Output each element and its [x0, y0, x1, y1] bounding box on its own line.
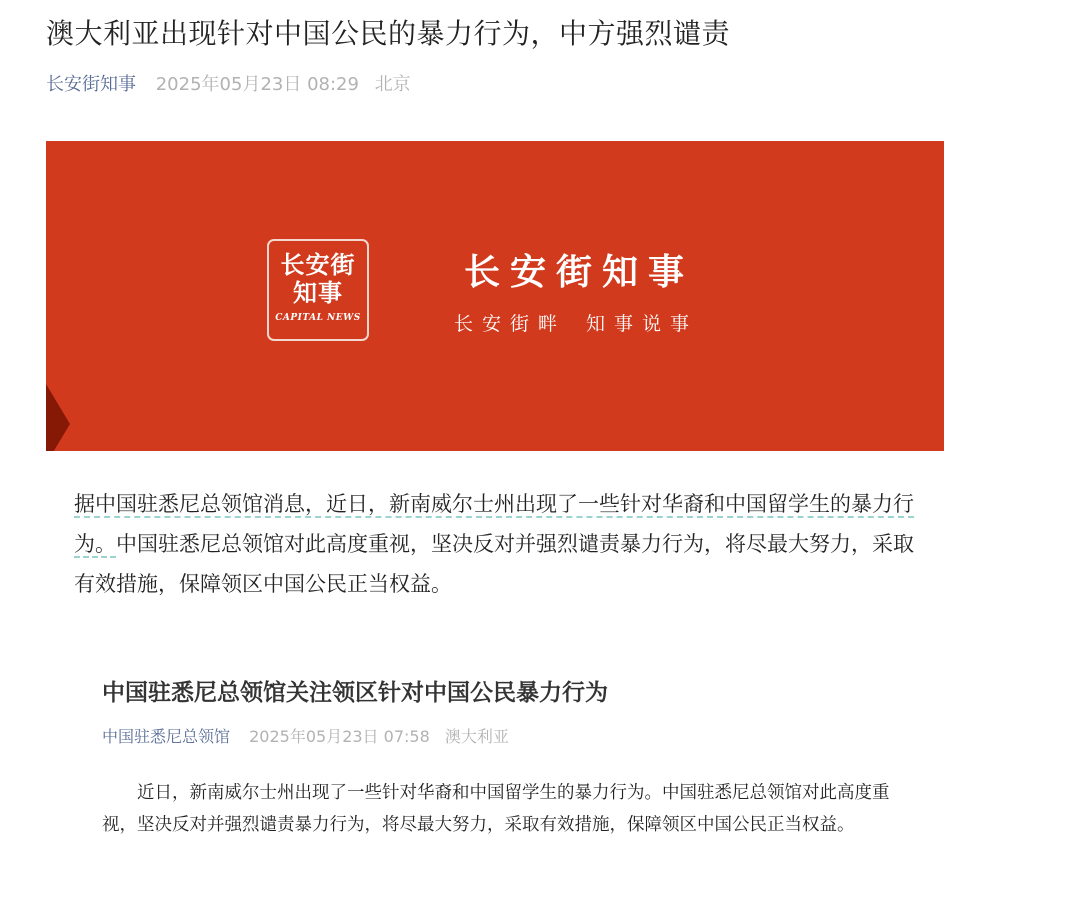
publish-location: 北京: [374, 74, 411, 95]
embedded-body: 近日，新南威尔士州出现了一些针对华裔和中国留学生的暴力行为。中国驻悉尼总领馆对此高度重视，坚决反对并强烈谴责暴力行为，将尽最大努力，采取有效措施，保障领区中国公民正当权益。: [102, 783, 890, 835]
embedded-meta: [102, 723, 902, 751]
embedded-article: [102, 668, 902, 841]
quoted-link-text[interactable]: 据中国驻悉尼总领馆消息，近日，新南威尔士州出现了一些针对华裔和中国留学生的暴力行为。: [74, 492, 914, 556]
embedded-author-link[interactable]: 中国驻悉尼总领馆: [102, 727, 231, 746]
publish-date: 2025年05月23日 08:29: [155, 74, 359, 95]
article-title: 澳大利亚出现针对中国公民的暴力行为，中方强烈谴责: [46, 17, 731, 50]
author-link[interactable]: 长安街知事: [46, 74, 136, 95]
slogan-part2: 知事说事: [586, 313, 699, 335]
embedded-location: 澳大利亚: [444, 727, 509, 746]
banner-slogan: [454, 309, 698, 339]
banner-brand-name: 长安街知事: [464, 251, 695, 293]
capital-news-logo: [267, 239, 369, 341]
logo-line2: 知事: [293, 278, 343, 307]
slogan-part1: 长安街畔: [454, 313, 567, 335]
banner-image: [46, 141, 944, 451]
logo-line1: 长安街: [280, 250, 356, 279]
article-meta: [46, 70, 411, 100]
article-paragraph: [74, 484, 934, 604]
banner-arrow-icon: [46, 384, 70, 451]
embedded-date: 2025年05月23日 07:58: [249, 727, 430, 746]
logo-english: CAPITAL NEWS: [275, 313, 361, 323]
embedded-title: 中国驻悉尼总领馆关注领区针对中国公民暴力行为: [102, 680, 608, 706]
paragraph-rest: 中国驻悉尼总领馆对此高度重视，坚决反对并强烈谴责暴力行为，将尽最大努力，采取有效措施，保障领区中国公民正当权益。: [74, 532, 914, 596]
